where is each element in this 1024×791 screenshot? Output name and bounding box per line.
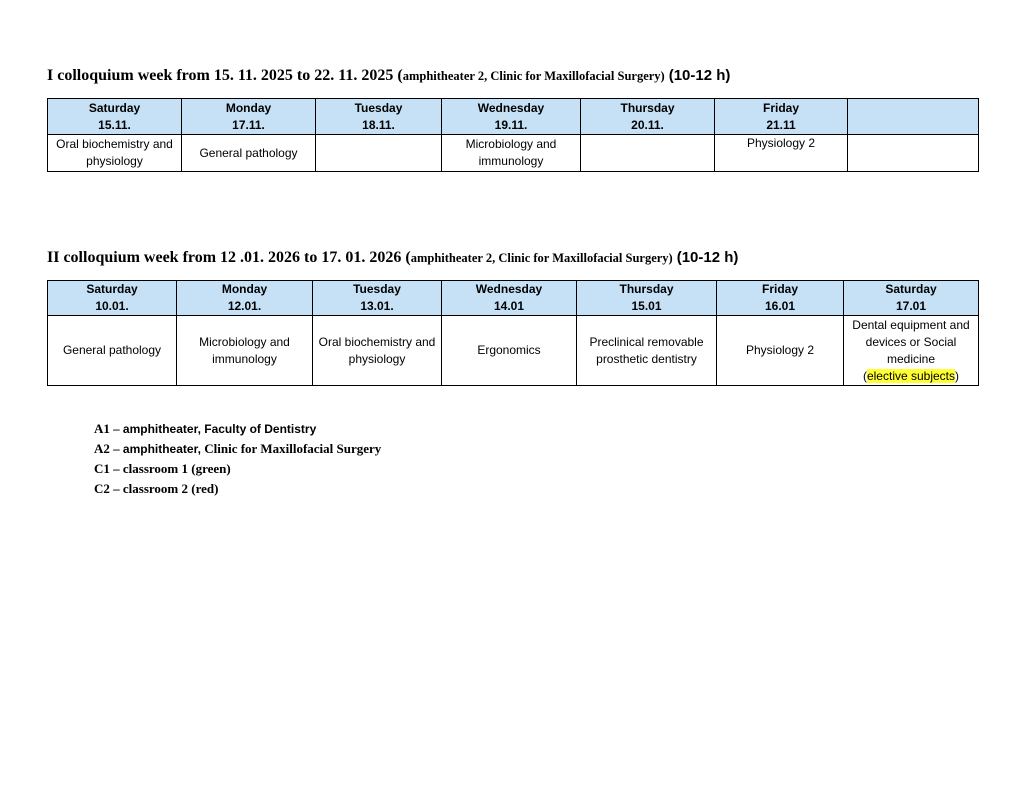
- week1-subject-cell: Physiology 2: [715, 135, 848, 172]
- legend-item-a1: A1 – amphitheater, Faculty of Dentistry: [94, 421, 317, 436]
- legend-item-c2: C2 – classroom 2 (red): [94, 481, 219, 496]
- week1-heading: [47, 66, 730, 86]
- week1-header-cell: Wednesday 19.11.: [442, 99, 581, 135]
- week1-subject-row: [48, 135, 979, 172]
- week1-header-cell: Monday 17.11.: [182, 99, 316, 135]
- legend-item-c1: C1 – classroom 1 (green): [94, 461, 231, 476]
- week1-subject-cell: [848, 135, 979, 172]
- week2-header-cell: Friday 16.01: [717, 281, 844, 316]
- week1-schedule-table: [47, 98, 979, 172]
- week1-subject-cell: Microbiology and immunology: [442, 135, 581, 172]
- week2-header-cell: Thursday 15.01: [577, 281, 717, 316]
- week2-subject-row: [48, 316, 979, 386]
- week2-heading-hours: (10-12 h): [676, 249, 739, 266]
- week2-heading-main: II colloquium week from 12 .01. 2026 to 17. 01. 2026 (: [47, 249, 411, 266]
- week1-heading-main: I colloquium week from 15. 11. 2025 to 22. 11. 2025 (: [47, 67, 403, 84]
- week2-header-row: [48, 281, 979, 316]
- week2-header-cell: Wednesday 14.01: [442, 281, 577, 316]
- week1-header-cell: Thursday 20.11.: [581, 99, 715, 135]
- week1-header-cell: Friday 21.11: [715, 99, 848, 135]
- week1-subject-cell: [581, 135, 715, 172]
- week1-header-cell: Saturday 15.11.: [48, 99, 182, 135]
- elective-subject-text: Dental equipment and devices or Social medicine: [852, 317, 970, 366]
- week2-subject-cell: Preclinical removable prosthetic dentistry: [577, 316, 717, 386]
- week2-header-cell: Monday 12.01.: [177, 281, 313, 316]
- week1-header-cell: [848, 99, 979, 135]
- week2-schedule-table: [47, 280, 979, 386]
- week2-subject-cell: General pathology: [48, 316, 177, 386]
- week2-heading: [47, 248, 738, 268]
- week1-heading-location: amphitheater 2, Clinic for Maxillofacial Surgery): [402, 69, 665, 83]
- week1-header-row: [48, 99, 979, 135]
- week2-heading-location: amphitheater 2, Clinic for Maxillofacial Surgery): [410, 251, 673, 265]
- week2-header-cell: Saturday 17.01: [844, 281, 979, 316]
- week1-subject-cell: Oral biochemistry and physiology: [48, 135, 182, 172]
- week2-subject-cell: Physiology 2: [717, 316, 844, 386]
- week2-subject-cell: Oral biochemistry and physiology: [313, 316, 442, 386]
- week2-subject-cell-elective: Dental equipment and devices or Social medicine (elective subjects): [844, 316, 979, 386]
- week2-header-cell: Tuesday 13.01.: [313, 281, 442, 316]
- elective-subjects-note: elective subjects: [866, 368, 956, 383]
- week1-subject-cell: General pathology: [182, 135, 316, 172]
- week1-heading-hours: (10-12 h): [668, 67, 731, 84]
- week1-subject-cell: [316, 135, 442, 172]
- room-legend: [94, 419, 381, 499]
- legend-item-a2: A2 – amphitheater, Clinic for Maxillofacial Surgery: [94, 441, 382, 456]
- week1-header-cell: Tuesday 18.11.: [316, 99, 442, 135]
- week2-header-cell: Saturday 10.01.: [48, 281, 177, 316]
- week2-subject-cell: Microbiology and immunology: [177, 316, 313, 386]
- week2-subject-cell: Ergonomics: [442, 316, 577, 386]
